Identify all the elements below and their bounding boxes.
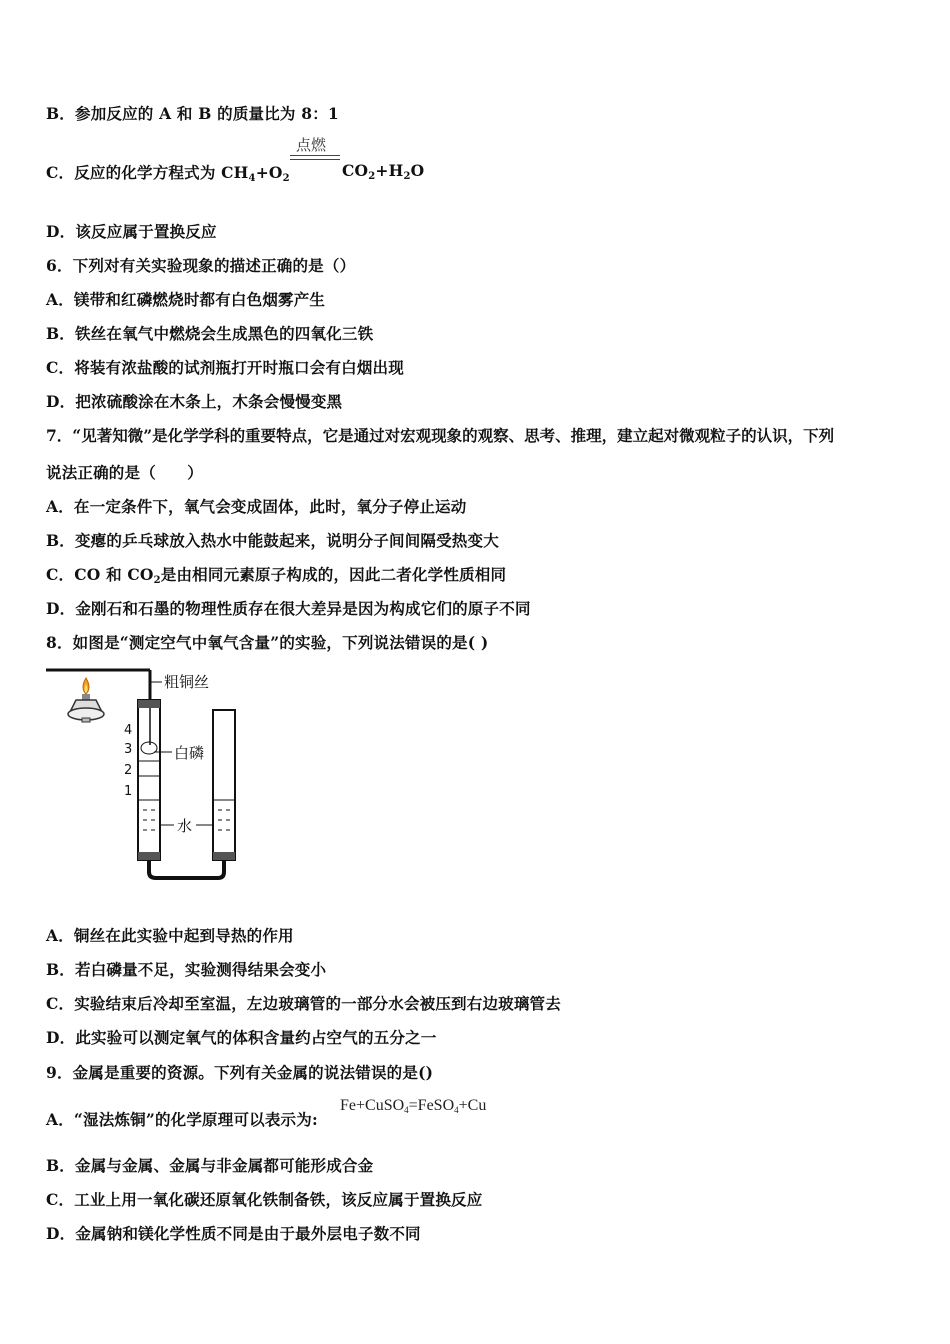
option-9c: C．工业上用一氧化碳还原氧化铁制备铁，该反应属于置换反应	[46, 1190, 483, 1209]
label-water: 水	[177, 817, 193, 835]
formula-part: Fe+CuSO	[340, 1097, 405, 1114]
option-9b: B．金属与金属、金属与非金属都可能形成合金	[46, 1156, 374, 1175]
label-copper-wire: 粗铜丝	[164, 673, 210, 691]
option-5d: D．该反应属于置换反应	[46, 222, 217, 241]
question-9: 9．金属是重要的资源。下列有关金属的说法错误的是()	[46, 1063, 434, 1082]
option-7c-text: 是由相同元素原子构成的，因此二者化学性质相同	[160, 565, 507, 584]
option-6d: D．把浓硫酸涂在木条上，木条会慢慢变黑	[46, 392, 343, 411]
option-5b: B．参加反应的 A 和 B 的质量比为 8：1	[46, 104, 339, 123]
alcohol-lamp-icon	[68, 678, 104, 722]
left-glass-tube	[138, 700, 160, 860]
option-7c	[46, 563, 506, 586]
option-8d: D．此实验可以测定氧气的体积含量约占空气的五分之一	[46, 1028, 437, 1047]
reaction-condition: 点燃	[296, 136, 327, 154]
option-8c: C．实验结束后冷却至室温，左边玻璃管的一部分水会被压到右边玻璃管去	[46, 994, 561, 1013]
option-8b: B．若白磷量不足，实验测得结果会变小	[46, 960, 327, 979]
formula-part: =FeSO	[408, 1097, 455, 1114]
rubber-tube	[149, 860, 224, 878]
option-6a: A．镁带和红磷燃烧时都有白色烟雾产生	[46, 290, 326, 309]
right-glass-tube	[213, 710, 235, 860]
option-9d: D．金属钠和镁化学性质不同是由于最外层电子数不同	[46, 1224, 421, 1243]
option-7c-text: C．CO 和 CO	[46, 565, 154, 584]
subscript: 2	[153, 575, 161, 586]
option-7a: A．在一定条件下，氧气会变成固体，此时，氧分子停止运动	[46, 497, 467, 516]
label-white-phosphorus: 白磷	[174, 744, 205, 762]
option-8a: A．铜丝在此实验中起到导热的作用	[46, 926, 294, 945]
question-6: 6．下列对有关实验现象的描述正确的是（）	[46, 256, 356, 275]
equation-bar-bottom	[290, 159, 340, 160]
subscript: 4	[404, 1105, 409, 1115]
scale-4: 4	[124, 723, 133, 738]
question-8: 8．如图是“测定空气中氧气含量”的实验，下列说法错误的是( )	[46, 633, 489, 652]
equation-bar-top	[290, 155, 340, 156]
option-6c: C．将装有浓盐酸的试剂瓶打开时瓶口会有白烟出现	[46, 358, 404, 377]
scale-3: 3	[124, 742, 133, 757]
product-text: O	[410, 161, 425, 180]
option-5c-products	[342, 161, 424, 182]
subscript: 4	[248, 173, 256, 184]
formula-part: +Cu	[458, 1097, 487, 1114]
oxygen-experiment-figure	[46, 660, 296, 885]
question-7-line1: 7．“见著知微”是化学学科的重要特点，它是通过对宏观现象的观察、思考、推理，建立起对微观粒子的认识，下列	[46, 426, 835, 445]
question-7-line2: 说法正确的是（ ）	[46, 463, 204, 482]
subscript: 2	[282, 173, 290, 184]
option-7b: B．变瘪的乒乓球放入热水中能鼓起来，说明分子间间隔受热变大	[46, 531, 499, 550]
subscript: 2	[368, 171, 376, 182]
option-5c-text: +O	[255, 163, 283, 182]
subscript: 4	[454, 1105, 459, 1115]
scale-2: 2	[124, 763, 133, 778]
option-9a: A．“湿法炼铜”的化学原理可以表示为:	[46, 1110, 318, 1129]
subscript: 2	[403, 171, 411, 182]
product-text: CO	[342, 161, 369, 180]
option-5c-text: C．反应的化学方程式为 CH	[46, 163, 249, 182]
product-text: +H	[375, 161, 404, 180]
option-6b: B．铁丝在氧气中燃烧会生成黑色的四氧化三铁	[46, 324, 374, 343]
option-7d: D．金刚石和石墨的物理性质存在很大差异是因为构成它们的原子不同	[46, 599, 531, 618]
reaction-formula	[340, 1097, 486, 1115]
option-5c	[46, 161, 290, 184]
scale-1: 1	[124, 784, 133, 799]
